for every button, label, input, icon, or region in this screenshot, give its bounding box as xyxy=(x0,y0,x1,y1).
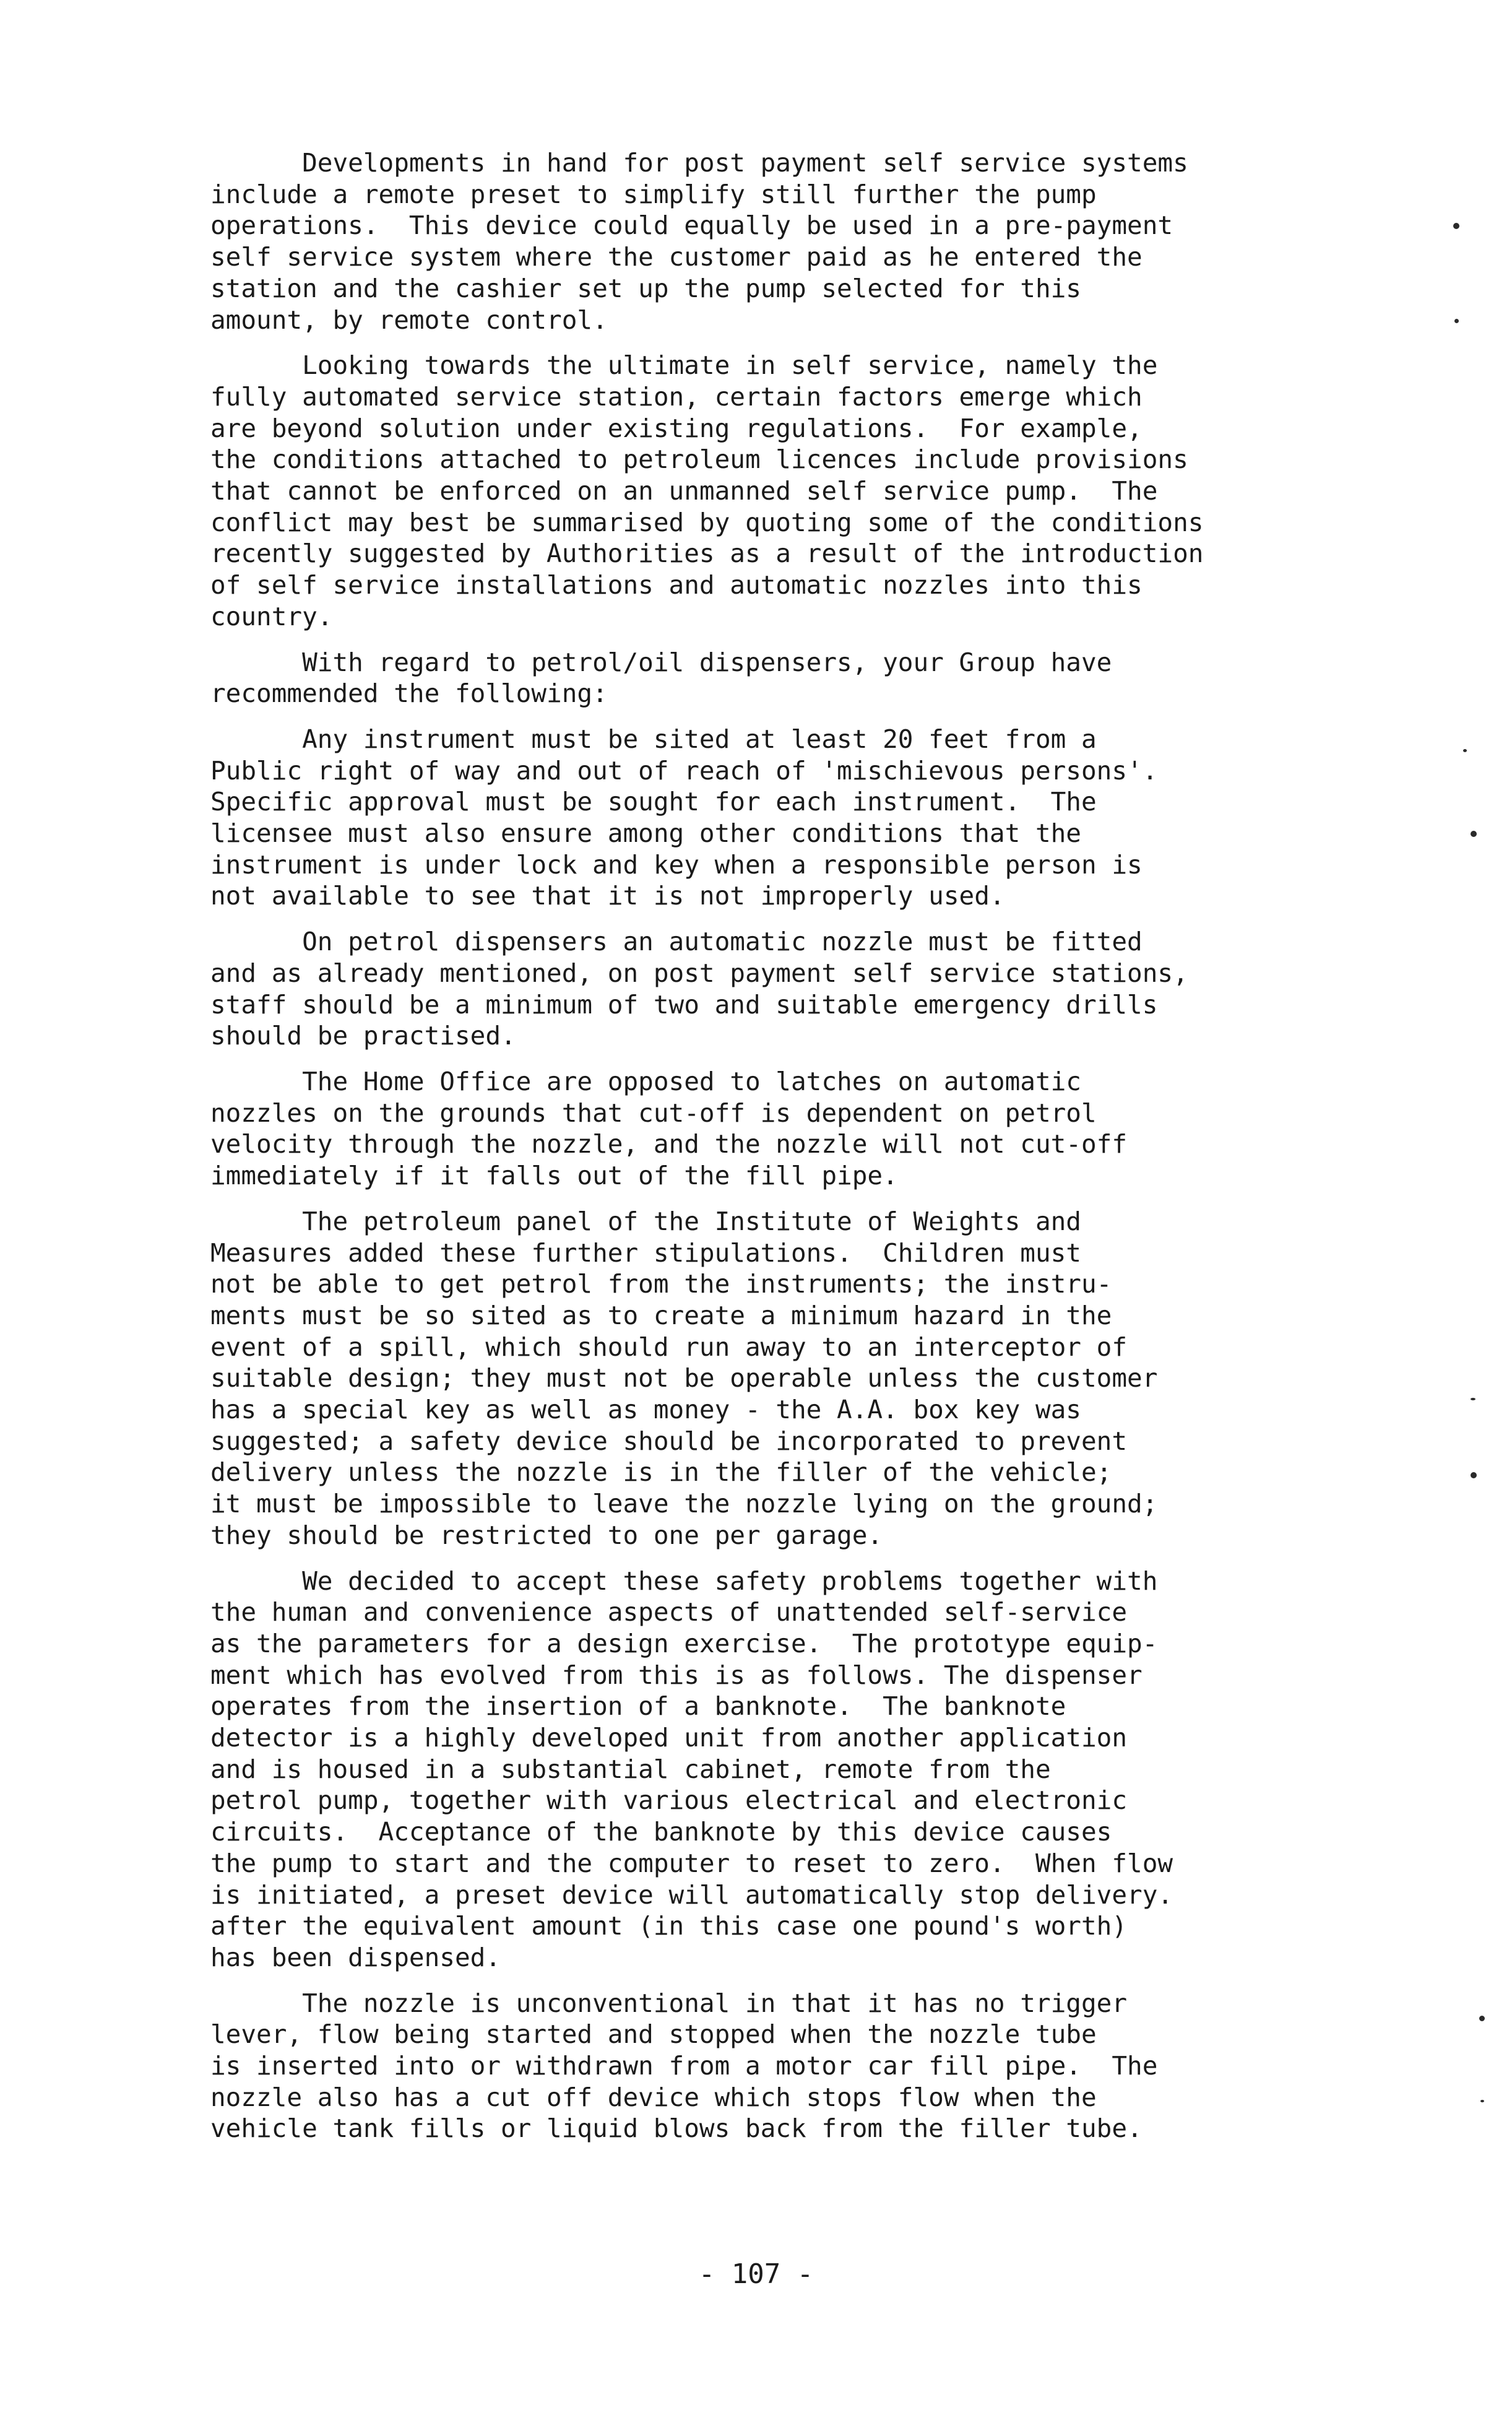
text-line: and as already mentioned, on post payment self service stations, xyxy=(210,958,1188,988)
punch-hole-mark xyxy=(1471,1472,1477,1478)
text-line: suggested; a safety device should be incorporated to prevent xyxy=(210,1426,1128,1456)
paragraph-weights-measures xyxy=(210,1206,1225,1551)
text-line: velocity through the nozzle, and the nozzle will not cut-off xyxy=(210,1129,1128,1159)
text-line: has a special key as well as money - the A.A. box key was xyxy=(210,1395,1081,1425)
text-line: is inserted into or withdrawn from a motor car fill pipe. The xyxy=(210,2051,1158,2081)
text-line: Specific approval must be sought for each instrument. The xyxy=(210,787,1097,817)
punch-hole-mark xyxy=(1480,2100,1484,2102)
text-line: Looking towards the ultimate in self service, namely the xyxy=(210,350,1158,381)
text-line: operates from the insertion of a banknote. The banknote xyxy=(210,1691,1066,1722)
text-line: nozzle also has a cut off device which stops flow when the xyxy=(210,2082,1097,2112)
paragraph-group-recommendation xyxy=(210,647,1225,709)
text-line: country. xyxy=(210,601,333,631)
document-body xyxy=(210,147,1225,2159)
text-line: has been dispensed. xyxy=(210,1942,501,1972)
text-line: The nozzle is unconventional in that it has no trigger xyxy=(210,1988,1128,2018)
text-line: event of a spill, which should run away to an interceptor of xyxy=(210,1332,1128,1362)
text-line: are beyond solution under existing regulations. For example, xyxy=(210,413,1143,443)
text-line: the pump to start and the computer to reset to zero. When flow xyxy=(210,1848,1173,1878)
text-line: operations. This device could equally be used in a pre-payment xyxy=(210,210,1173,241)
text-line: of self service installations and automatic nozzles into this xyxy=(210,570,1143,600)
text-line: not be able to get petrol from the instruments; the instru- xyxy=(210,1269,1112,1299)
punch-hole-mark xyxy=(1471,831,1477,837)
text-line: recommended the following: xyxy=(210,678,608,709)
text-line: immediately if it falls out of the fill pipe. xyxy=(210,1161,898,1191)
text-line: The Home Office are opposed to latches on automatic xyxy=(210,1066,1081,1096)
text-line: suitable design; they must not be operable unless the customer xyxy=(210,1363,1158,1394)
text-line: include a remote preset to simplify still further the pump xyxy=(210,179,1097,209)
punch-hole-mark xyxy=(1454,319,1459,323)
paragraph-instrument-siting xyxy=(210,724,1225,912)
text-line: instrument is under lock and key when a responsible person is xyxy=(210,849,1143,880)
paragraph-nozzle-design xyxy=(210,1988,1225,2145)
text-line: vehicle tank fills or liquid blows back from the filler tube. xyxy=(210,2113,1143,2144)
text-line: Any instrument must be sited at least 20 feet from a xyxy=(210,724,1097,754)
text-line: Developments in hand for post payment self service systems xyxy=(210,148,1188,178)
punch-hole-mark xyxy=(1479,2016,1485,2021)
text-line: they should be restricted to one per garage. xyxy=(210,1520,883,1550)
paragraph-automated-station xyxy=(210,350,1225,632)
text-line: is initiated, a preset device will automatically stop delivery. xyxy=(210,1879,1173,1910)
text-line: the human and convenience aspects of unattended self-service xyxy=(210,1597,1128,1628)
page-number: - 107 - xyxy=(698,2258,814,2290)
text-line: ments must be so sited as to create a minimum hazard in the xyxy=(210,1300,1112,1330)
text-line: that cannot be enforced on an unmanned self service pump. The xyxy=(210,476,1158,506)
text-line: detector is a highly developed unit from another application xyxy=(210,1723,1128,1753)
text-line: the conditions attached to petroleum licences include provisions xyxy=(210,444,1188,475)
text-line: delivery unless the nozzle is in the filler of the vehicle; xyxy=(210,1457,1112,1488)
text-line: as the parameters for a design exercise. The prototype equip- xyxy=(210,1628,1158,1658)
punch-hole-mark xyxy=(1471,1398,1475,1400)
text-line: With regard to petrol/oil dispensers, your Group have xyxy=(210,647,1112,677)
text-line: licensee must also ensure among other conditions that the xyxy=(210,818,1081,849)
text-line: Public right of way and out of reach of 'mischievous persons'. xyxy=(210,755,1158,786)
text-line: circuits. Acceptance of the banknote by this device causes xyxy=(210,1817,1112,1847)
text-line: not available to see that it is not improperly used. xyxy=(210,881,1005,911)
text-line: fully automated service station, certain factors emerge which xyxy=(210,381,1143,412)
text-line: The petroleum panel of the Institute of Weights and xyxy=(210,1206,1081,1236)
text-line: and is housed in a substantial cabinet, remote from the xyxy=(210,1754,1051,1784)
text-line: self service system where the customer paid as he entered the xyxy=(210,242,1143,272)
paragraph-design-exercise xyxy=(210,1566,1225,1974)
punch-hole-mark xyxy=(1453,223,1459,229)
text-line: station and the cashier set up the pump selected for this xyxy=(210,273,1081,303)
text-line: ment which has evolved from this is as follows. The dispenser xyxy=(210,1660,1143,1690)
text-line: petrol pump, together with various electrical and electronic xyxy=(210,1785,1128,1816)
text-line: should be practised. xyxy=(210,1021,516,1051)
text-line: lever, flow being started and stopped when the nozzle tube xyxy=(210,2019,1097,2050)
text-line: after the equivalent amount (in this case one pound's worth) xyxy=(210,1911,1128,1941)
text-line: amount, by remote control. xyxy=(210,305,608,335)
punch-hole-mark xyxy=(1463,749,1467,752)
text-line: nozzles on the grounds that cut-off is dependent on petrol xyxy=(210,1098,1097,1128)
text-line: recently suggested by Authorities as a result of the introduction xyxy=(210,539,1204,569)
paragraph-remote-preset xyxy=(210,147,1225,336)
text-line: Measures added these further stipulations. Children must xyxy=(210,1238,1081,1268)
text-line: We decided to accept these safety problems together with xyxy=(210,1566,1158,1596)
text-line: staff should be a minimum of two and suitable emergency drills xyxy=(210,989,1158,1020)
paragraph-home-office xyxy=(210,1066,1225,1192)
paragraph-automatic-nozzle xyxy=(210,926,1225,1052)
text-line: On petrol dispensers an automatic nozzle must be fitted xyxy=(210,927,1143,957)
text-line: conflict may best be summarised by quoting some of the conditions xyxy=(210,507,1204,537)
text-line: it must be impossible to leave the nozzle lying on the ground; xyxy=(210,1489,1158,1519)
